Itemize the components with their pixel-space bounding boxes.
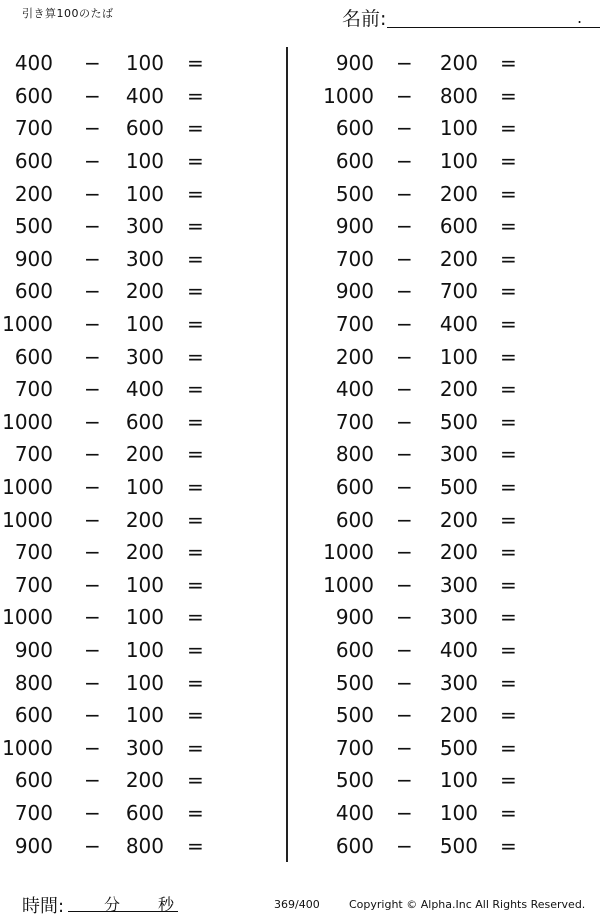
name-underline — [387, 27, 600, 28]
equals-sign: = — [187, 475, 204, 500]
equals-sign: = — [187, 149, 204, 174]
problem-row — [300, 666, 600, 699]
minus-sign: − — [396, 572, 413, 597]
column-divider — [286, 47, 288, 862]
subtrahend: 200 — [439, 377, 478, 402]
subtrahend: 100 — [125, 703, 164, 728]
equals-sign: = — [187, 670, 204, 695]
equals-sign: = — [500, 344, 517, 369]
subtrahend: 400 — [125, 83, 164, 108]
minuend: 600 — [335, 833, 374, 858]
equals-sign: = — [500, 442, 517, 467]
minus-sign: − — [396, 214, 413, 239]
minuend: 1000 — [2, 507, 53, 532]
equals-sign: = — [500, 703, 517, 728]
footer — [0, 888, 600, 917]
subtrahend: 800 — [439, 83, 478, 108]
subtrahend: 800 — [125, 833, 164, 858]
subtrahend: 100 — [439, 116, 478, 141]
minus-sign: − — [84, 51, 101, 76]
minuend: 900 — [14, 246, 53, 271]
subtrahend: 100 — [125, 572, 164, 597]
subtrahend: 200 — [125, 279, 164, 304]
subtrahend: 500 — [439, 409, 478, 434]
minus-sign: − — [396, 116, 413, 141]
equals-sign: = — [500, 116, 517, 141]
subtrahend: 300 — [125, 246, 164, 271]
equals-sign: = — [187, 312, 204, 337]
minus-sign: − — [396, 735, 413, 760]
minuend: 700 — [335, 409, 374, 434]
subtrahend: 200 — [439, 51, 478, 76]
equals-sign: = — [500, 507, 517, 532]
problem-row — [0, 797, 280, 830]
problem-row — [300, 764, 600, 797]
problem-row — [0, 243, 280, 276]
minus-sign: − — [84, 703, 101, 728]
equals-sign: = — [187, 279, 204, 304]
subtrahend: 200 — [125, 507, 164, 532]
minuend: 200 — [14, 181, 53, 206]
problem-row — [300, 797, 600, 830]
minuend: 500 — [335, 670, 374, 695]
equals-sign: = — [500, 409, 517, 434]
problem-row — [0, 764, 280, 797]
problem-row — [300, 112, 600, 145]
minuend: 700 — [14, 442, 53, 467]
minus-sign: − — [84, 344, 101, 369]
equals-sign: = — [187, 637, 204, 662]
minuend: 600 — [14, 279, 53, 304]
minuend: 400 — [14, 51, 53, 76]
minuend: 600 — [14, 768, 53, 793]
problem-row — [0, 666, 280, 699]
equals-sign: = — [500, 279, 517, 304]
minus-sign: − — [396, 246, 413, 271]
problem-row — [0, 210, 280, 243]
minus-sign: − — [84, 735, 101, 760]
equals-sign: = — [187, 800, 204, 825]
page-number: 369/400 — [274, 898, 320, 911]
minuend: 700 — [335, 246, 374, 271]
equals-sign: = — [500, 475, 517, 500]
minus-sign: − — [396, 800, 413, 825]
left-problem-column — [0, 47, 280, 862]
name-end-mark: . — [577, 8, 583, 27]
equals-sign: = — [500, 51, 517, 76]
minus-sign: − — [84, 83, 101, 108]
subtrahend: 300 — [439, 605, 478, 630]
equals-sign: = — [187, 214, 204, 239]
equals-sign: = — [187, 51, 204, 76]
problem-row — [0, 829, 280, 862]
problem-row — [0, 275, 280, 308]
subtrahend: 200 — [439, 703, 478, 728]
subtrahend: 200 — [125, 768, 164, 793]
problem-row — [0, 145, 280, 178]
minus-sign: − — [396, 833, 413, 858]
subtrahend: 300 — [439, 670, 478, 695]
subtrahend: 200 — [439, 507, 478, 532]
subtrahend: 700 — [439, 279, 478, 304]
equals-sign: = — [500, 670, 517, 695]
subtrahend: 600 — [125, 800, 164, 825]
equals-sign: = — [187, 409, 204, 434]
subtrahend: 100 — [125, 149, 164, 174]
minus-sign: − — [84, 246, 101, 271]
name-field[interactable] — [342, 4, 582, 30]
minus-sign: − — [396, 377, 413, 402]
subtrahend: 100 — [125, 181, 164, 206]
problem-row — [0, 373, 280, 406]
minuend: 600 — [335, 507, 374, 532]
minuend: 600 — [335, 475, 374, 500]
subtrahend: 100 — [439, 344, 478, 369]
minus-sign: − — [396, 670, 413, 695]
minuend: 400 — [335, 377, 374, 402]
equals-sign: = — [500, 605, 517, 630]
problem-row — [300, 275, 600, 308]
time-label: 時間: — [22, 896, 65, 917]
problem-row — [300, 569, 600, 602]
equals-sign: = — [500, 572, 517, 597]
subtrahend: 400 — [125, 377, 164, 402]
minus-sign: − — [396, 149, 413, 174]
problem-row — [300, 177, 600, 210]
subtrahend: 100 — [125, 475, 164, 500]
subtrahend: 600 — [125, 409, 164, 434]
minus-sign: − — [84, 442, 101, 467]
subtrahend: 300 — [125, 344, 164, 369]
minuend: 700 — [14, 540, 53, 565]
problem-row — [0, 569, 280, 602]
minuend: 400 — [335, 800, 374, 825]
minus-sign: − — [84, 181, 101, 206]
problem-row — [300, 731, 600, 764]
copyright-notice: Copyright © Alpha.Inc All Rights Reserved. — [349, 898, 586, 911]
subtrahend: 400 — [439, 637, 478, 662]
minus-sign: − — [84, 279, 101, 304]
subtrahend: 300 — [439, 442, 478, 467]
right-problem-column — [300, 47, 600, 862]
minus-sign: − — [396, 279, 413, 304]
problem-row — [300, 243, 600, 276]
subtrahend: 100 — [439, 800, 478, 825]
minus-sign: − — [396, 344, 413, 369]
problem-row — [300, 601, 600, 634]
problem-row — [300, 536, 600, 569]
subtrahend: 400 — [439, 312, 478, 337]
minus-sign: − — [396, 312, 413, 337]
problem-row — [0, 699, 280, 732]
equals-sign: = — [500, 149, 517, 174]
minuend: 700 — [14, 800, 53, 825]
minus-sign: − — [84, 409, 101, 434]
minuend: 1000 — [2, 605, 53, 630]
problem-row — [300, 471, 600, 504]
minus-sign: − — [84, 670, 101, 695]
minuend: 200 — [335, 344, 374, 369]
minuend: 600 — [335, 116, 374, 141]
minus-sign: − — [396, 181, 413, 206]
minuend: 700 — [14, 377, 53, 402]
minuend: 700 — [14, 116, 53, 141]
problem-row — [300, 503, 600, 536]
equals-sign: = — [500, 637, 517, 662]
problem-row — [300, 145, 600, 178]
problem-row — [300, 373, 600, 406]
subtrahend: 100 — [125, 670, 164, 695]
problem-row — [0, 406, 280, 439]
minutes-label: 分 — [104, 895, 121, 914]
equals-sign: = — [187, 572, 204, 597]
equals-sign: = — [500, 83, 517, 108]
problem-row — [300, 699, 600, 732]
problem-row — [0, 177, 280, 210]
minus-sign: − — [396, 605, 413, 630]
minuend: 700 — [335, 735, 374, 760]
minus-sign: − — [396, 768, 413, 793]
problem-row — [0, 308, 280, 341]
equals-sign: = — [500, 312, 517, 337]
equals-sign: = — [187, 540, 204, 565]
equals-sign: = — [500, 735, 517, 760]
minus-sign: − — [84, 149, 101, 174]
problem-row — [300, 340, 600, 373]
problem-row — [0, 503, 280, 536]
equals-sign: = — [187, 83, 204, 108]
problem-row — [0, 634, 280, 667]
equals-sign: = — [187, 768, 204, 793]
problem-row — [0, 47, 280, 80]
subtrahend: 300 — [125, 214, 164, 239]
minus-sign: − — [84, 540, 101, 565]
subtrahend: 200 — [125, 540, 164, 565]
subtrahend: 100 — [125, 51, 164, 76]
problem-row — [300, 829, 600, 862]
minuend: 1000 — [2, 735, 53, 760]
problem-row — [0, 601, 280, 634]
subtrahend: 100 — [125, 637, 164, 662]
seconds-label: 秒 — [158, 895, 175, 914]
minuend: 800 — [14, 670, 53, 695]
equals-sign: = — [187, 181, 204, 206]
equals-sign: = — [187, 442, 204, 467]
minus-sign: − — [84, 214, 101, 239]
subtrahend: 200 — [125, 442, 164, 467]
minuend: 900 — [335, 214, 374, 239]
minuend: 500 — [335, 768, 374, 793]
minus-sign: − — [84, 507, 101, 532]
minus-sign: − — [396, 475, 413, 500]
minus-sign: − — [84, 833, 101, 858]
subtrahend: 100 — [439, 768, 478, 793]
problem-row — [300, 80, 600, 113]
equals-sign: = — [500, 540, 517, 565]
equals-sign: = — [500, 214, 517, 239]
minuend: 700 — [14, 572, 53, 597]
minuend: 700 — [335, 312, 374, 337]
minuend: 1000 — [323, 572, 374, 597]
subtrahend: 200 — [439, 181, 478, 206]
minus-sign: − — [84, 800, 101, 825]
problem-row — [0, 731, 280, 764]
minuend: 500 — [14, 214, 53, 239]
subtrahend: 300 — [439, 572, 478, 597]
subtrahend: 500 — [439, 833, 478, 858]
minuend: 600 — [14, 149, 53, 174]
equals-sign: = — [187, 377, 204, 402]
minuend: 600 — [335, 637, 374, 662]
equals-sign: = — [500, 768, 517, 793]
minuend: 1000 — [323, 83, 374, 108]
problem-row — [0, 471, 280, 504]
problem-row — [0, 112, 280, 145]
equals-sign: = — [187, 605, 204, 630]
subtrahend: 100 — [125, 312, 164, 337]
minuend: 900 — [335, 605, 374, 630]
subtrahend: 200 — [439, 246, 478, 271]
problem-row — [0, 340, 280, 373]
minus-sign: − — [84, 605, 101, 630]
minuend: 600 — [335, 149, 374, 174]
equals-sign: = — [187, 833, 204, 858]
subtrahend: 100 — [439, 149, 478, 174]
equals-sign: = — [500, 377, 517, 402]
minus-sign: − — [84, 377, 101, 402]
subtrahend: 200 — [439, 540, 478, 565]
minuend: 1000 — [323, 540, 374, 565]
minuend: 1000 — [2, 409, 53, 434]
problem-row — [0, 438, 280, 471]
minuend: 600 — [14, 344, 53, 369]
minus-sign: − — [396, 51, 413, 76]
subtrahend: 500 — [439, 475, 478, 500]
name-label: 名前: — [342, 8, 387, 30]
minuend: 900 — [14, 637, 53, 662]
minuend: 900 — [335, 51, 374, 76]
minus-sign: − — [396, 83, 413, 108]
subtrahend: 600 — [439, 214, 478, 239]
equals-sign: = — [187, 703, 204, 728]
problem-row — [300, 210, 600, 243]
problem-row — [300, 406, 600, 439]
problem-row — [300, 47, 600, 80]
minuend: 900 — [335, 279, 374, 304]
subtrahend: 600 — [125, 116, 164, 141]
subtrahend: 300 — [125, 735, 164, 760]
minuend: 800 — [335, 442, 374, 467]
minus-sign: − — [396, 540, 413, 565]
minuend: 500 — [335, 703, 374, 728]
minus-sign: − — [84, 312, 101, 337]
minus-sign: − — [396, 703, 413, 728]
minuend: 600 — [14, 703, 53, 728]
problem-row — [0, 536, 280, 569]
subtrahend: 500 — [439, 735, 478, 760]
equals-sign: = — [500, 181, 517, 206]
problem-row — [0, 80, 280, 113]
minus-sign: − — [84, 572, 101, 597]
minuend: 500 — [335, 181, 374, 206]
minus-sign: − — [84, 116, 101, 141]
minus-sign: − — [396, 507, 413, 532]
minus-sign: − — [396, 637, 413, 662]
minuend: 1000 — [2, 312, 53, 337]
problem-row — [300, 634, 600, 667]
subtrahend: 100 — [125, 605, 164, 630]
minus-sign: − — [84, 768, 101, 793]
equals-sign: = — [187, 344, 204, 369]
problem-row — [300, 438, 600, 471]
minuend: 1000 — [2, 475, 53, 500]
minus-sign: − — [396, 442, 413, 467]
problem-row — [300, 308, 600, 341]
equals-sign: = — [187, 507, 204, 532]
minus-sign: − — [396, 409, 413, 434]
equals-sign: = — [187, 116, 204, 141]
equals-sign: = — [500, 800, 517, 825]
minus-sign: − — [84, 475, 101, 500]
equals-sign: = — [500, 833, 517, 858]
worksheet-title: 引き算100のたば — [22, 7, 114, 20]
equals-sign: = — [187, 735, 204, 760]
minuend: 900 — [14, 833, 53, 858]
minus-sign: − — [84, 637, 101, 662]
equals-sign: = — [500, 246, 517, 271]
minuend: 600 — [14, 83, 53, 108]
equals-sign: = — [187, 246, 204, 271]
